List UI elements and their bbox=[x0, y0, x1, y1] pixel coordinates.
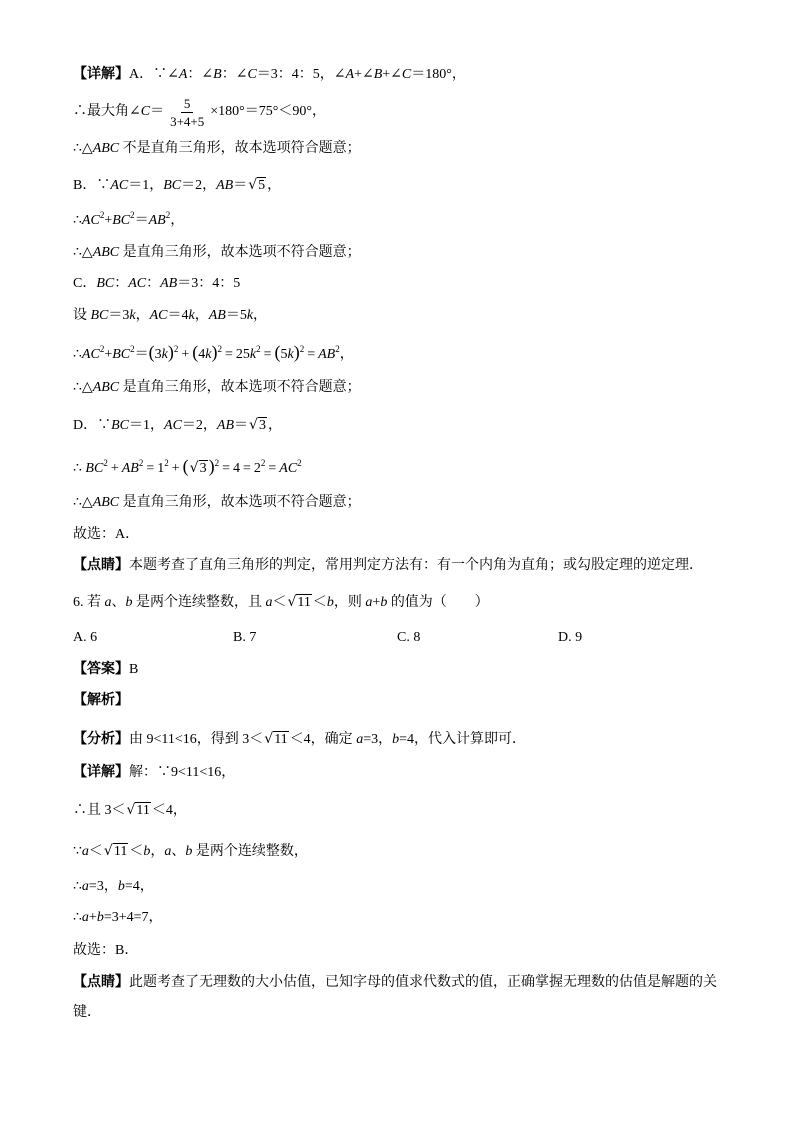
q6-analysis-heading bbox=[73, 691, 129, 711]
text-run: 4 bbox=[198, 347, 206, 362]
superscript: 2 bbox=[130, 344, 135, 354]
bold-label: 【点睛】 bbox=[73, 558, 129, 573]
italic-variable: AB bbox=[148, 213, 166, 228]
text-run: ＝3 bbox=[108, 308, 130, 323]
q5-detail-line bbox=[73, 95, 326, 129]
text-run: B．∵ bbox=[73, 178, 111, 193]
text-run: 是直角三角形，故本选项不符合题意； bbox=[119, 495, 361, 510]
italic-variable: k bbox=[246, 308, 254, 323]
text-run: =3， bbox=[363, 732, 393, 747]
italic-variable: AC bbox=[128, 276, 147, 291]
text-run: ， bbox=[150, 844, 165, 859]
text-run: 6. 若 bbox=[73, 595, 105, 610]
q5-detail-line bbox=[73, 243, 361, 263]
text-run: ∴ bbox=[73, 461, 86, 476]
text-run: ＝ bbox=[150, 104, 165, 119]
bold-label: 【点睛】 bbox=[73, 975, 129, 990]
text-run: ， bbox=[170, 213, 185, 228]
text-run: ＝5 bbox=[225, 308, 247, 323]
superscript: 2 bbox=[99, 344, 105, 354]
large-bracket: ( bbox=[192, 342, 199, 362]
option-b: B. 7 bbox=[233, 630, 257, 645]
text-run: ∴△ bbox=[73, 380, 93, 395]
q6-analysis-line bbox=[73, 729, 526, 749]
math-operator: = bbox=[146, 461, 155, 476]
italic-variable: ABC bbox=[92, 141, 120, 156]
radicand: √ 11 bbox=[113, 844, 128, 859]
text-run: 3 bbox=[154, 347, 162, 362]
bold-label: 【详解】 bbox=[73, 67, 129, 82]
italic-variable: C bbox=[401, 67, 412, 82]
text-run: 2 bbox=[253, 461, 261, 476]
italic-variable: A bbox=[345, 67, 355, 82]
superscript: 2 bbox=[256, 344, 261, 354]
italic-variable: k bbox=[188, 308, 195, 323]
text-run: ∴△ bbox=[73, 141, 93, 156]
italic-variable: BC bbox=[96, 276, 115, 291]
q5-detail-line bbox=[73, 342, 354, 362]
text-run: =4， bbox=[124, 879, 154, 894]
math-operator: = bbox=[307, 347, 316, 362]
italic-variable: b bbox=[380, 595, 388, 610]
italic-variable: k bbox=[129, 308, 136, 323]
italic-variable: a bbox=[356, 732, 364, 747]
text-run: A．∵∠ bbox=[129, 67, 179, 82]
text-run: 本题考查了直角三角形的判定，常用判定方法有：有一个内角为直角；或勾股定理的逆定理． bbox=[129, 558, 703, 573]
radicand: √ 5 bbox=[258, 178, 266, 193]
q5-detail-line bbox=[73, 306, 267, 326]
italic-variable: AC bbox=[81, 213, 100, 228]
text-run: 是直角三角形，故本选项不符合题意； bbox=[119, 245, 361, 260]
italic-variable: AB bbox=[160, 276, 178, 291]
italic-variable: k bbox=[287, 347, 294, 362]
q5-comment-line bbox=[73, 556, 703, 576]
superscript: 2 bbox=[335, 344, 340, 354]
fraction-denominator: 3+4+5 bbox=[170, 113, 205, 129]
italic-variable: AC bbox=[149, 308, 168, 323]
text-run: B bbox=[129, 662, 139, 677]
q5-detail-line bbox=[73, 456, 302, 476]
superscript: 2 bbox=[165, 210, 171, 220]
text-run: ＝4 bbox=[167, 308, 189, 323]
large-bracket: ) bbox=[293, 342, 300, 362]
math-operator: = bbox=[268, 461, 277, 476]
text-run: ＝ bbox=[233, 178, 248, 193]
text-run: + bbox=[372, 595, 381, 610]
text-run: ， bbox=[267, 178, 282, 193]
text-run: 1 bbox=[157, 461, 165, 476]
text-run: =3+4=7， bbox=[103, 910, 163, 925]
italic-variable: b bbox=[143, 844, 151, 859]
italic-variable: a bbox=[365, 595, 373, 610]
q6-options bbox=[73, 628, 713, 648]
italic-variable: BC bbox=[85, 461, 104, 476]
text-run: ＜4， bbox=[151, 803, 187, 818]
text-run: ∴ bbox=[73, 213, 82, 228]
q5-detail-line bbox=[73, 139, 361, 159]
q5-detail-line bbox=[73, 378, 361, 398]
text-run: ： bbox=[114, 276, 129, 291]
italic-variable: b bbox=[326, 595, 334, 610]
italic-variable: a bbox=[104, 595, 112, 610]
text-run: D．∵ bbox=[73, 418, 112, 433]
large-bracket: ) bbox=[167, 342, 174, 362]
italic-variable: AB bbox=[216, 178, 234, 193]
italic-variable: k bbox=[161, 347, 168, 362]
text-run: ＜ bbox=[88, 844, 103, 859]
text-run: ∴且 3＜ bbox=[73, 803, 126, 818]
text-run: ： bbox=[146, 276, 161, 291]
italic-variable: b bbox=[117, 879, 125, 894]
italic-variable: BC bbox=[111, 418, 130, 433]
text-run: ， bbox=[267, 418, 282, 433]
q6-detail-line bbox=[73, 800, 187, 820]
q6-comment-line bbox=[73, 973, 717, 993]
text-run: ＝ bbox=[234, 418, 249, 433]
math-operator: = bbox=[242, 461, 251, 476]
text-run: ：∠ bbox=[187, 67, 214, 82]
text-run: 故选：A． bbox=[73, 527, 140, 542]
superscript: 2 bbox=[130, 210, 135, 220]
radicand: √ 3 bbox=[199, 461, 207, 476]
text-run: + bbox=[104, 347, 113, 362]
text-run: =3， bbox=[88, 879, 118, 894]
text-run: ， bbox=[339, 347, 354, 362]
text-run: ， bbox=[135, 308, 150, 323]
superscript: 2 bbox=[164, 458, 169, 468]
italic-variable: BC bbox=[90, 308, 109, 323]
option-c: C. 8 bbox=[397, 630, 421, 645]
square-root bbox=[248, 175, 266, 195]
italic-variable: a bbox=[81, 879, 89, 894]
italic-variable: k bbox=[205, 347, 212, 362]
superscript: 2 bbox=[260, 458, 266, 468]
q6-answer bbox=[73, 660, 138, 680]
italic-variable: AC bbox=[164, 418, 182, 433]
superscript: 2 bbox=[99, 210, 105, 220]
q6-detail-line bbox=[73, 841, 308, 861]
italic-variable: AC bbox=[110, 178, 129, 193]
italic-variable: AB bbox=[216, 418, 235, 433]
text-run: ∴△ bbox=[73, 245, 93, 260]
fraction-numerator: 5 bbox=[181, 96, 194, 113]
superscript: 2 bbox=[214, 458, 220, 468]
text-run: 是两个连续整数，且 bbox=[132, 595, 266, 610]
italic-variable: b bbox=[96, 910, 104, 925]
text-run: 的值为（ ） bbox=[387, 595, 489, 610]
square-root bbox=[288, 592, 312, 612]
text-run: +∠ bbox=[354, 67, 374, 82]
text-run: ∴ bbox=[73, 910, 82, 925]
q5-detail-line bbox=[73, 274, 240, 294]
q6-detail-line bbox=[73, 877, 154, 897]
text-run: ＜ bbox=[272, 595, 287, 610]
text-run: ＝1， bbox=[129, 418, 165, 433]
square-root bbox=[249, 415, 267, 435]
radicand: √ 11 bbox=[297, 595, 311, 610]
text-run: ＝180°， bbox=[411, 67, 466, 82]
superscript: 2 bbox=[299, 344, 305, 354]
text-run: ∵ bbox=[73, 844, 82, 859]
superscript: 2 bbox=[138, 458, 144, 468]
math-operator: + bbox=[171, 461, 180, 476]
italic-variable: k bbox=[249, 347, 257, 362]
large-bracket: ( bbox=[182, 456, 189, 476]
text-run: 故选：B． bbox=[73, 943, 139, 958]
text-run: ∴最大角∠ bbox=[73, 104, 141, 119]
italic-variable: C bbox=[140, 104, 151, 119]
square-root bbox=[264, 729, 288, 749]
text-run: 此题考查了无理数的大小估值，已知字母的值求代数式的值，正确掌握无理数的估值是解题的关 bbox=[129, 975, 717, 990]
italic-variable: a bbox=[164, 844, 172, 859]
math-operator: + bbox=[181, 347, 190, 362]
text-run: ＝2， bbox=[181, 418, 217, 433]
math-operator: = bbox=[263, 347, 272, 362]
text-run: ∴ bbox=[73, 347, 82, 362]
superscript: 2 bbox=[217, 344, 222, 354]
text-run: ，则 bbox=[333, 595, 366, 610]
text-run: ＜4，确定 bbox=[289, 732, 357, 747]
text-run: ×180°＝75°＜90°， bbox=[210, 104, 326, 119]
text-run: + bbox=[104, 213, 113, 228]
text-run: 4 bbox=[232, 461, 240, 476]
superscript: 2 bbox=[297, 458, 302, 468]
text-run: ＝3：4：5 bbox=[177, 276, 241, 291]
radicand: √ 11 bbox=[274, 732, 288, 747]
radicand: √ 3 bbox=[258, 418, 266, 433]
text-run: 解：∵9<11<16， bbox=[129, 765, 236, 780]
text-run: ， bbox=[194, 308, 209, 323]
q5-choice-line bbox=[73, 525, 139, 545]
italic-variable: a bbox=[81, 844, 89, 859]
q5-detail-line bbox=[73, 493, 361, 513]
option-d: D. 9 bbox=[558, 630, 583, 645]
italic-variable: BC bbox=[163, 178, 182, 193]
q5-detail-line bbox=[73, 415, 282, 435]
q5-detail-line bbox=[73, 211, 184, 231]
large-bracket: ( bbox=[274, 342, 281, 362]
superscript: 2 bbox=[103, 458, 108, 468]
text-run: =4，代入计算即可． bbox=[399, 732, 526, 747]
option-a: A. 6 bbox=[73, 630, 98, 645]
italic-variable: AC bbox=[279, 461, 298, 476]
math-operator: = bbox=[222, 461, 230, 476]
italic-variable: A bbox=[178, 67, 188, 82]
italic-variable: ABC bbox=[92, 495, 120, 510]
q6-detail-line bbox=[73, 763, 235, 783]
q6-stem bbox=[73, 592, 489, 612]
text-run: 是直角三角形，故本选项不符合题意； bbox=[119, 380, 361, 395]
text-run: ， bbox=[253, 308, 268, 323]
radicand: √ 11 bbox=[136, 803, 150, 818]
text-run: ＝3：4：5，∠ bbox=[256, 67, 346, 82]
text-run: 、 bbox=[111, 595, 126, 610]
text-run: 不是直角三角形，故本选项符合题意； bbox=[119, 141, 361, 156]
italic-variable: b bbox=[185, 844, 193, 859]
text-run: ∴ bbox=[73, 879, 82, 894]
text-run: 键． bbox=[73, 1005, 101, 1020]
text-run: 是两个连续整数， bbox=[192, 844, 308, 859]
fraction bbox=[167, 96, 207, 129]
italic-variable: BC bbox=[112, 347, 131, 362]
square-root bbox=[190, 458, 208, 478]
q5-detail-line bbox=[73, 65, 466, 85]
italic-variable: ABC bbox=[92, 245, 120, 260]
bold-label: 【分析】 bbox=[73, 732, 129, 747]
square-root bbox=[104, 841, 128, 861]
italic-variable: C bbox=[247, 67, 257, 82]
italic-variable: a bbox=[81, 910, 89, 925]
italic-variable: AC bbox=[81, 347, 100, 362]
text-run: C． bbox=[73, 276, 97, 291]
italic-variable: AB bbox=[208, 308, 226, 323]
text-run: 25 bbox=[235, 347, 250, 362]
italic-variable: a bbox=[265, 595, 273, 610]
bold-label: 【解析】 bbox=[73, 693, 129, 708]
text-run: 设 bbox=[73, 308, 91, 323]
italic-variable: B bbox=[373, 67, 383, 82]
text-run: ∴△ bbox=[73, 495, 93, 510]
text-run: 、 bbox=[171, 844, 186, 859]
q6-comment-line bbox=[73, 1003, 101, 1023]
text-run: ＝ bbox=[134, 347, 149, 362]
bold-label: 【答案】 bbox=[73, 662, 129, 677]
text-run: ：∠ bbox=[221, 67, 248, 82]
superscript: 2 bbox=[173, 344, 179, 354]
text-run: 由 9<11<16，得到 3＜ bbox=[129, 732, 264, 747]
italic-variable: b bbox=[392, 732, 400, 747]
text-run: 5 bbox=[280, 347, 288, 362]
math-operator: + bbox=[110, 461, 119, 476]
italic-variable: b bbox=[125, 595, 133, 610]
math-operator: = bbox=[224, 347, 233, 362]
text-run: ＝2， bbox=[181, 178, 217, 193]
text-run: ＜ bbox=[312, 595, 327, 610]
q6-choice-line bbox=[73, 941, 138, 961]
italic-variable: AB bbox=[121, 461, 139, 476]
large-bracket: ) bbox=[208, 456, 215, 476]
italic-variable: AB bbox=[318, 347, 336, 362]
italic-variable: BC bbox=[112, 213, 131, 228]
text-run: +∠ bbox=[382, 67, 402, 82]
q6-detail-line bbox=[73, 908, 163, 928]
q5-detail-line bbox=[73, 175, 281, 195]
text-run: ＝ bbox=[134, 213, 149, 228]
large-bracket: ) bbox=[211, 342, 218, 362]
large-bracket: ( bbox=[148, 342, 155, 362]
italic-variable: B bbox=[213, 67, 222, 82]
italic-variable: ABC bbox=[92, 380, 120, 395]
text-run: ＜ bbox=[129, 844, 144, 859]
text-run: + bbox=[88, 910, 97, 925]
square-root bbox=[127, 800, 151, 820]
bold-label: 【详解】 bbox=[73, 765, 129, 780]
text-run: ＝1， bbox=[128, 178, 164, 193]
